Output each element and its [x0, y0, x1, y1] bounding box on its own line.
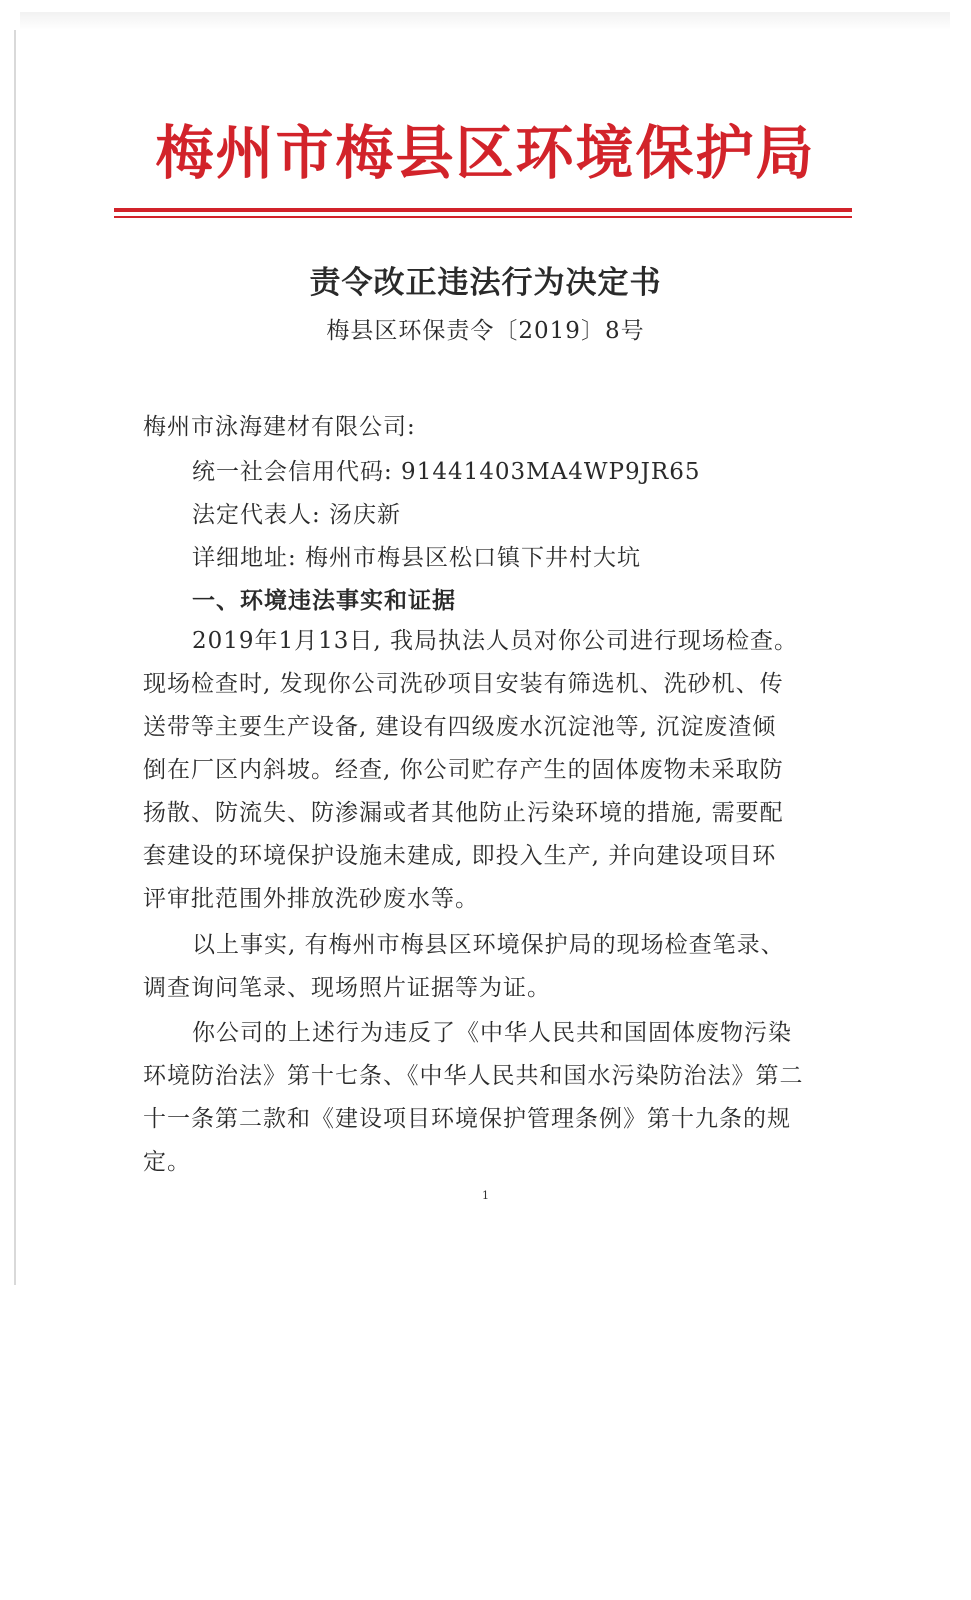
addressee-name: 梅州市泳海建材有限公司:	[143, 414, 416, 440]
paragraph-line: 套建设的环境保护设施未建成, 即投入生产, 并向建设项目环	[143, 843, 777, 869]
paragraph-line: 定。	[143, 1149, 191, 1175]
credit-code: 统一社会信用代码: 91441403MA4WP9JR65	[192, 459, 701, 485]
paragraph-line: 调查询问笔录、现场照片证据等为证。	[143, 975, 551, 1001]
paragraph-line: 2019年1月13日, 我局执法人员对你公司进行现场检查。	[192, 628, 799, 654]
detailed-address: 详细地址: 梅州市梅县区松口镇下井村大坑	[192, 545, 642, 571]
paragraph-line: 以上事实, 有梅州市梅县区环境保护局的现场检查笔录、	[192, 932, 785, 958]
letterhead-red-rule-thin	[114, 216, 852, 218]
paragraph-line: 送带等主要生产设备, 建设有四级废水沉淀池等, 沉淀废渣倾	[143, 714, 777, 740]
paragraph-line: 你公司的上述行为违反了《中华人民共和国固体废物污染	[192, 1020, 792, 1046]
agency-letterhead: 梅州市梅县区环境保护局	[155, 119, 816, 187]
section-heading: 一、环境违法事实和证据	[192, 588, 456, 614]
document-number: 梅县区环保责令〔2019〕8号	[326, 318, 645, 344]
document-title: 责令改正违法行为决定书	[309, 265, 662, 301]
scan-left-edge	[14, 30, 16, 1285]
paragraph-line: 环境防治法》第十七条、《中华人民共和国水污染防治法》第二	[143, 1063, 804, 1089]
paragraph-line: 评审批范围外排放洗砂废水等。	[143, 886, 479, 912]
letterhead-red-rule-thick	[114, 208, 852, 212]
paragraph-line: 现场检查时, 发现你公司洗砂项目安装有筛选机、洗砂机、传	[143, 671, 784, 697]
page-number: 1	[482, 1189, 489, 1202]
paragraph-line: 倒在厂区内斜坡。经查, 你公司贮存产生的固体废物未采取防	[143, 757, 784, 783]
paragraph-line: 十一条第二款和《建设项目环境保护管理条例》第十九条的规	[143, 1106, 791, 1132]
scan-shadow	[20, 12, 950, 30]
paragraph-line: 扬散、防流失、防渗漏或者其他防止污染环境的措施, 需要配	[143, 800, 784, 826]
legal-representative: 法定代表人: 汤庆新	[192, 502, 402, 528]
